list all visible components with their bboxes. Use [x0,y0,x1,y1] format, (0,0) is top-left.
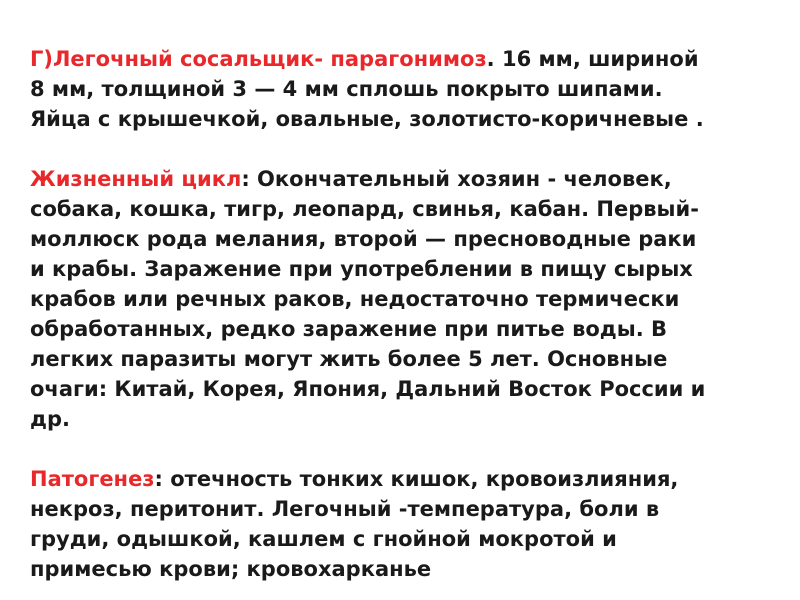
text-line: примесью крови; кровохарканье [30,557,432,581]
paragraph-life-cycle [30,164,790,434]
text-line: . 16 мм, шириной [486,47,699,71]
text-line: груди, одышкой, кашлем с гнойной мокротой и [30,527,617,551]
text-line: др. [30,407,70,431]
paragraph-paragonimiasis [30,44,790,134]
paragraph-paragonimiasis-line-1 [30,44,790,74]
text-line: крабов или речных раков, недостаточно термически [30,287,680,311]
heading-pathogenesis: Патогенез [30,467,155,491]
text-line: легких паразиты могут жить более 5 лет. Основные [30,347,668,371]
heading-paragonimiasis: Г)Легочный сосальщик- парагонимоз [30,47,487,71]
text-line: обработанных, редко заражение при питье воды. В [30,317,668,341]
text-line: : Окончательный хозяин - человек, [241,167,672,191]
text-line: Яйца с крышечкой, овальные, золотисто-коричневые . [30,107,704,131]
text-line: моллюск рода мелания, второй — пресноводные раки [30,227,697,251]
text-line: и крабы. Заражение при употреблении в пищу сырых [30,257,693,281]
text-line: : отечность тонких кишок, кровоизлияния, [154,467,679,491]
text-line: некроз, перитонит. Легочный -температура, боли в [30,497,660,521]
text-line: 8 мм, толщиной 3 — 4 мм сплошь покрыто шипами. [30,77,663,101]
slide-text [30,44,790,600]
paragraph-life-cycle-line-1 [30,164,790,194]
text-line: собака, кошка, тигр, леопард, свинья, кабан. Первый- [30,197,699,221]
paragraph-pathogenesis [30,464,790,584]
paragraph-pathogenesis-line-1 [30,464,790,494]
heading-life-cycle: Жизненный цикл [30,167,242,191]
text-line: очаги: Китай, Корея, Япония, Дальний Восток России и [30,377,706,401]
